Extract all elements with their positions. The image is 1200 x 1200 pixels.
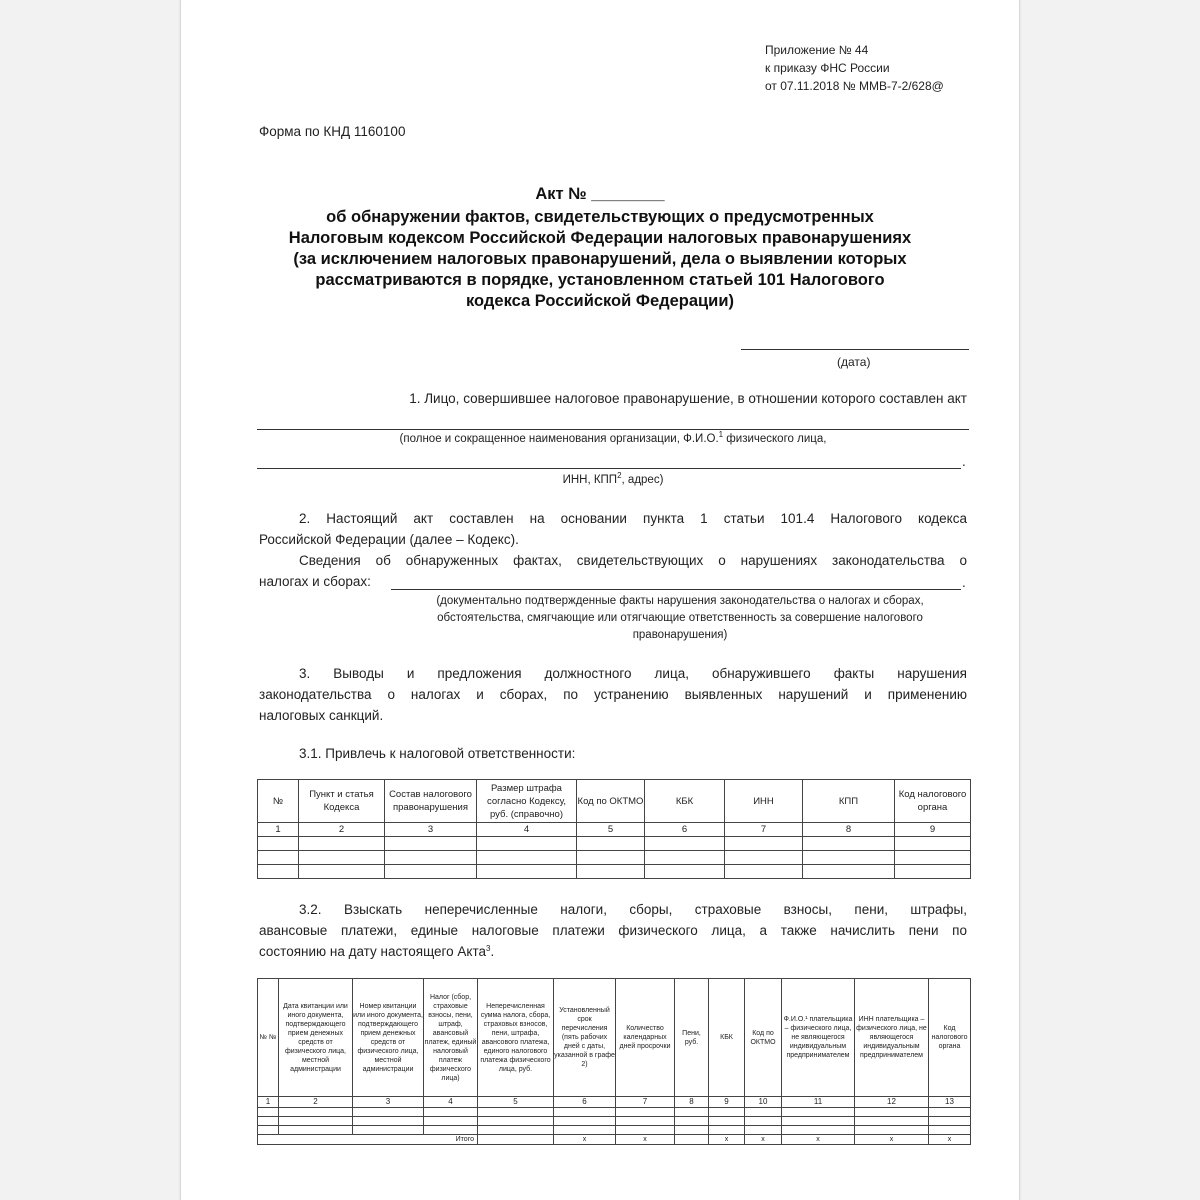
total-label: Итого	[258, 1135, 478, 1145]
column-number: 2	[279, 1097, 353, 1108]
total-cell: х	[554, 1135, 616, 1145]
form-code: Форма по КНД 1160100	[259, 124, 406, 139]
table-header-cell: КБК	[645, 780, 725, 823]
total-cell	[675, 1135, 709, 1145]
table-header-cell: КБК	[709, 979, 745, 1097]
column-number: 13	[929, 1097, 971, 1108]
section-3-line-3: налоговых санкций.	[259, 708, 384, 723]
column-number: 5	[577, 823, 645, 837]
table-header-cell: Код налогового органа	[895, 780, 971, 823]
section-3-line-1: 3. Выводы и предложения должностного лица, обнаружившего факты нарушения	[299, 666, 967, 681]
order-date-label: от 07.11.2018 № ММВ-7-2/628@	[765, 79, 944, 93]
section-3-2-line-2: авансовые платежи, единые налоговые платежи физического лица, а также начислить пени по	[259, 923, 967, 938]
section-2-note-3: правонарушения)	[632, 629, 728, 641]
order-label: к приказу ФНС России	[765, 61, 890, 75]
fill-line	[257, 468, 961, 469]
section-3-line-2: законодательства о налогах и сборах, по устранению выявленных нарушений и применению	[259, 687, 967, 702]
table-row	[258, 1126, 971, 1135]
column-number: 9	[895, 823, 971, 837]
table-row	[258, 1108, 971, 1117]
table-header-cell: Состав налогового правонарушения	[385, 780, 477, 823]
column-number: 8	[675, 1097, 709, 1108]
document-page	[180, 0, 1020, 1200]
column-number: 5	[478, 1097, 554, 1108]
table-row	[258, 1117, 971, 1126]
table-header-cell: Пени, руб.	[675, 979, 709, 1097]
table-row	[258, 837, 971, 851]
total-cell: х	[782, 1135, 855, 1145]
column-number: 2	[299, 823, 385, 837]
liability-table	[257, 779, 971, 879]
date-line	[741, 349, 969, 350]
column-number: 4	[424, 1097, 478, 1108]
column-number: 3	[385, 823, 477, 837]
section-2-line-1: 2. Настоящий акт составлен на основании пункта 1 статьи 101.4 Налогового кодекса	[299, 511, 967, 526]
table-header-cell: № №	[258, 979, 279, 1097]
fill-line	[391, 589, 961, 590]
fill-line	[257, 429, 969, 430]
column-number: 7	[725, 823, 803, 837]
table-header-cell: ИНН	[725, 780, 803, 823]
column-number: 6	[554, 1097, 616, 1108]
act-title-line: (за исключением налоговых правонарушений, дела о выявлении которых	[293, 250, 907, 268]
column-number: 11	[782, 1097, 855, 1108]
section-1-text: 1. Лицо, совершившее налоговое правонарушение, в отношении которого составлен акт	[409, 391, 967, 406]
table-header-cell: Установленный срок перечисления (пять рабочих дней с даты, указанной в графе 2)	[554, 979, 616, 1097]
act-title-line: кодекса Российской Федерации)	[466, 292, 734, 310]
table-header-cell: №	[258, 780, 299, 823]
table-header-cell: Налог (сбор, страховые взносы, пени, штраф, авансовый платеж, единый налоговый платеж физического лица)	[424, 979, 478, 1097]
column-number: 1	[258, 823, 299, 837]
table-header-cell: Количество календарных дней просрочки	[616, 979, 675, 1097]
column-number: 7	[616, 1097, 675, 1108]
table-header-cell: Дата квитанции или иного документа, подтверждающего прием денежных средств от физического лица, местной администрации	[279, 979, 353, 1097]
section-3-1-text: 3.1. Привлечь к налоговой ответственности:	[299, 746, 576, 761]
column-number: 9	[709, 1097, 745, 1108]
column-number: 12	[855, 1097, 929, 1108]
section-1-note-1: (полное и сокращенное наименования организации, Ф.И.О.$^1$ физического лица,	[399, 430, 827, 445]
total-cell	[478, 1135, 554, 1145]
section-2-line-3: Сведения об обнаруженных фактах, свидетельствующих о нарушениях законодательства о	[299, 553, 967, 568]
table-row	[258, 851, 971, 865]
act-title-number: Акт № ________	[535, 185, 665, 203]
table-header-cell: Код налогового органа	[929, 979, 971, 1097]
table-header-cell: Неперечисленная сумма налога, сбора, страховых взносов, пени, штрафа, авансового платежа, единого налогового платежа физического лица, руб.	[478, 979, 554, 1097]
act-title-line: об обнаружении фактов, свидетельствующих о предусмотренных	[326, 208, 874, 226]
table-header-cell: КПП	[803, 780, 895, 823]
total-cell: х	[745, 1135, 782, 1145]
section-3-2-line-3: состоянию на дату настоящего Акта$^3$.	[259, 944, 495, 959]
appendix-label: Приложение № 44	[765, 43, 869, 57]
section-1-note-2: ИНН, КПП$^2$, адрес)	[562, 471, 664, 486]
collection-table	[257, 978, 971, 1145]
table-header-cell: Код по ОКТМО	[745, 979, 782, 1097]
section-2-line-4: налогах и сборах:	[259, 574, 371, 589]
total-cell: х	[855, 1135, 929, 1145]
section-2-note-2: обстоятельства, смягчающие или отягчающие ответственность за совершение налогового	[437, 612, 923, 624]
total-cell: х	[709, 1135, 745, 1145]
table-row	[258, 865, 971, 879]
total-cell: х	[616, 1135, 675, 1145]
table-header-cell: Размер штрафа согласно Кодексу, руб. (справочно)	[477, 780, 577, 823]
column-number: 6	[645, 823, 725, 837]
column-number: 3	[353, 1097, 424, 1108]
section-2-note-1: (документально подтвержденные факты нарушения законодательства о налогах и сборах,	[436, 595, 924, 607]
period: .	[962, 575, 966, 590]
section-2-line-2: Российской Федерации (далее – Кодекс).	[259, 532, 519, 547]
column-number: 4	[477, 823, 577, 837]
section-3-2-line-1: 3.2. Взыскать неперечисленные налоги, сборы, страховые взносы, пени, штрафы,	[299, 902, 967, 917]
total-cell: х	[929, 1135, 971, 1145]
table-header-cell: Ф.И.О.¹ плательщика – физического лица, не являющегося индивидуальным предпринимателем	[782, 979, 855, 1097]
table-header-cell: ИНН плательщика – физического лица, не являющегося индивидуальным предпринимателем	[855, 979, 929, 1097]
act-title-line: Налоговым кодексом Российской Федерации налоговых правонарушениях	[288, 229, 912, 247]
table-header-cell: Код по ОКТМО	[577, 780, 645, 823]
total-row	[258, 1135, 971, 1145]
table-header-cell: Пункт и статья Кодекса	[299, 780, 385, 823]
table-header-cell: Номер квитанции или иного документа, подтверждающего прием денежных средств от физического лица, местной администрации	[353, 979, 424, 1097]
column-number: 1	[258, 1097, 279, 1108]
period: .	[962, 454, 966, 469]
column-number: 8	[803, 823, 895, 837]
date-label: (дата)	[837, 355, 871, 369]
column-number: 10	[745, 1097, 782, 1108]
act-title-line: рассматриваются в порядке, установленном статьей 101 Налогового	[315, 271, 885, 289]
